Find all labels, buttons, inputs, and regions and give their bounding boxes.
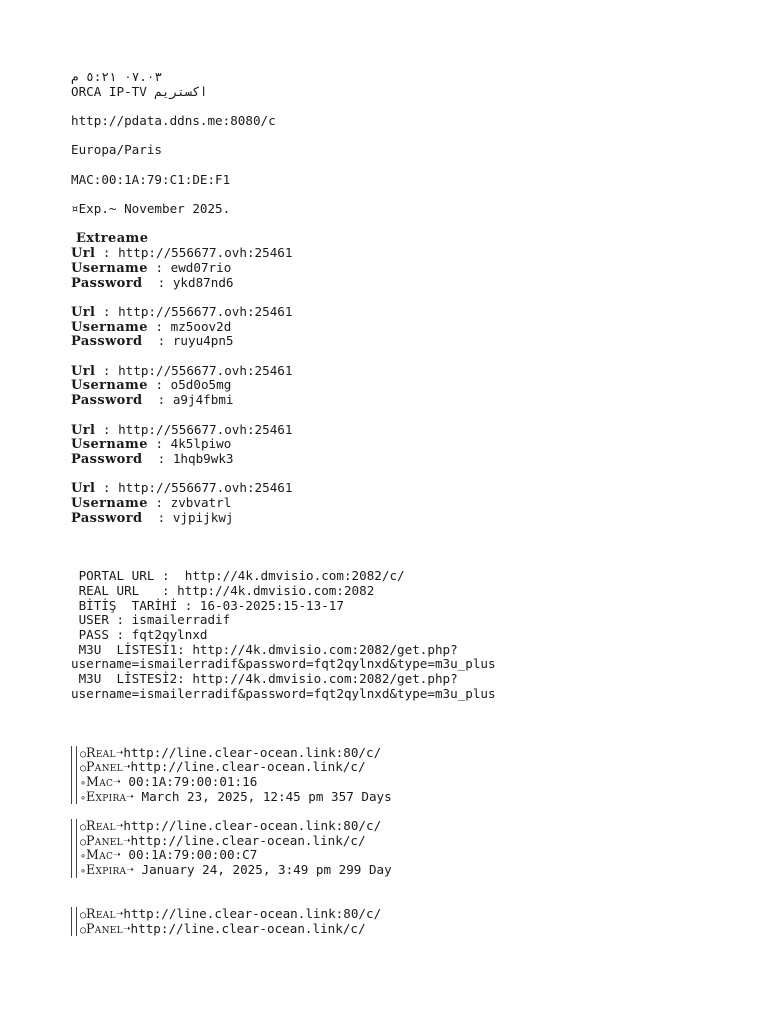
account-block — [71, 423, 751, 467]
panel-value: http://line.clear-ocean.link/c/ — [130, 832, 366, 848]
url-value: : http://556677.ovh:25461 — [95, 480, 293, 496]
password-label: Password — [71, 510, 143, 526]
extreame-accounts — [71, 246, 751, 525]
dot-icon: ∘ — [80, 866, 87, 877]
username-value: : zvbvatrl — [147, 494, 232, 510]
account-block — [71, 246, 751, 290]
password-value: : vjpijkwj — [142, 509, 234, 525]
m3u-list-2-cont: username=ismailerradif&password=fqt2qylnxd&type=m3u_plus — [71, 685, 496, 701]
circle-icon: ○ — [80, 748, 87, 760]
arrow-icon: ➝ — [115, 817, 124, 833]
section-heading: Extreame — [75, 230, 149, 246]
timezone: Europa/Paris — [71, 142, 162, 158]
m3u-list-2: M3U LİSTESİ2: http://4k.dmvisio.com:2082/get.php? — [71, 671, 458, 687]
circle-icon: ○ — [80, 821, 87, 833]
mac-label: Mac — [86, 847, 114, 863]
dot-icon: ∘ — [80, 851, 87, 863]
mac-address: MAC:00:1A:79:C1:DE:F1 — [71, 171, 231, 187]
portal-user: USER : ismailerradif — [71, 612, 231, 628]
mac-label: Mac — [86, 773, 114, 789]
username-value: : o5d0o5mg — [147, 377, 232, 393]
m3u-list-1: M3U LİSTESİ1: http://4k.dmvisio.com:2082/get.php? — [71, 641, 458, 657]
arrow-icon: ➝ — [115, 744, 124, 760]
arrow-icon: ➝ — [113, 773, 121, 789]
expira-value: January 24, 2025, 3:49 pm 299 Day — [133, 862, 392, 877]
username-value: : mz5oov2d — [147, 318, 232, 334]
portal-url: PORTAL URL : http://4k.dmvisio.com:2082/c/ — [71, 568, 405, 584]
panel-value: http://line.clear-ocean.link/c/ — [130, 920, 366, 936]
stb-block — [71, 907, 751, 936]
circle-icon: ○ — [80, 836, 87, 848]
panel-label: Panel — [86, 920, 123, 936]
circle-icon: ○ — [80, 910, 87, 922]
circle-icon: ○ — [80, 924, 87, 936]
arrow-icon: ➝ — [113, 847, 121, 863]
arrow-icon: ➝ — [126, 862, 134, 877]
arrow-icon: ➝ — [126, 788, 134, 804]
expira-label: Expira — [86, 862, 127, 877]
password-label: Password — [71, 451, 143, 467]
username-value: : 4k5lpiwo — [147, 436, 232, 452]
password-label: Password — [71, 334, 143, 350]
account-block — [71, 305, 751, 349]
expira-label: Expira — [86, 788, 127, 804]
portal-section — [71, 569, 751, 701]
datetime: ٠٧.٠٣ ٥:٢١ م — [71, 69, 163, 84]
url-label: Url — [71, 422, 96, 438]
password-value: : 1hqb9wk3 — [142, 450, 234, 466]
stb-block — [71, 819, 751, 878]
real-label: Real — [86, 906, 116, 922]
expiry-date: ¤Exp.~ November 2025. — [71, 201, 231, 217]
url-value: : http://556677.ovh:25461 — [95, 304, 293, 319]
m3u-list-1-cont: username=ismailerradif&password=fqt2qylnxd&type=m3u_plus — [71, 656, 496, 672]
expira-value: March 23, 2025, 12:45 pm 357 Days — [133, 788, 392, 804]
url-label: Url — [71, 363, 96, 379]
url-label: Url — [71, 246, 96, 262]
real-label: Real — [86, 817, 116, 833]
password-label: Password — [71, 275, 143, 291]
password-value: : a9j4fbmi — [142, 392, 234, 408]
password-value: : ykd87nd6 — [142, 274, 234, 290]
circle-icon: ○ — [80, 763, 87, 775]
expiry-date-tr: BİTİŞ TARİHİ : 16-03-2025:15-13-17 — [71, 597, 344, 613]
url-value: : http://556677.ovh:25461 — [95, 421, 293, 437]
arrow-icon: ➝ — [122, 759, 131, 775]
mac-value: 00:1A:79:00:00:C7 — [120, 847, 258, 863]
arrow-icon: ➝ — [115, 906, 124, 922]
mac-value: 00:1A:79:00:01:16 — [120, 773, 258, 789]
panel-label: Panel — [86, 759, 123, 775]
service-title: اكستريم ORCA IP-TV — [71, 83, 208, 99]
panel-label: Panel — [86, 832, 123, 848]
username-value: : ewd07rio — [147, 259, 232, 275]
url-value: : http://556677.ovh:25461 — [95, 362, 293, 378]
username-label: Username — [71, 260, 148, 276]
username-label: Username — [71, 495, 148, 511]
document-body — [71, 70, 751, 936]
url-value: : http://556677.ovh:25461 — [95, 245, 293, 261]
real-value: http://line.clear-ocean.link:80/c/ — [123, 744, 382, 760]
dot-icon: ∘ — [80, 777, 87, 789]
password-value: : ruyu4pn5 — [142, 333, 234, 349]
password-label: Password — [71, 393, 143, 409]
real-value: http://line.clear-ocean.link:80/c/ — [123, 906, 382, 922]
portal-pass: PASS : fqt2qylnxd — [71, 627, 208, 643]
real-value: http://line.clear-ocean.link:80/c/ — [123, 817, 382, 833]
username-label: Username — [71, 319, 148, 335]
arrow-icon: ➝ — [122, 832, 131, 848]
username-label: Username — [71, 437, 148, 453]
account-block — [71, 364, 751, 408]
url-label: Url — [71, 481, 96, 497]
arrow-icon: ➝ — [122, 920, 131, 936]
real-url: REAL URL : http://4k.dmvisio.com:2082 — [71, 583, 375, 598]
server-url: http://pdata.ddns.me:8080/c — [71, 113, 276, 129]
stb-block — [71, 746, 751, 805]
url-label: Url — [71, 305, 96, 320]
real-label: Real — [86, 744, 116, 760]
dot-icon: ∘ — [80, 792, 87, 804]
panel-value: http://line.clear-ocean.link/c/ — [130, 759, 366, 775]
account-block — [71, 481, 751, 525]
username-label: Username — [71, 378, 148, 394]
